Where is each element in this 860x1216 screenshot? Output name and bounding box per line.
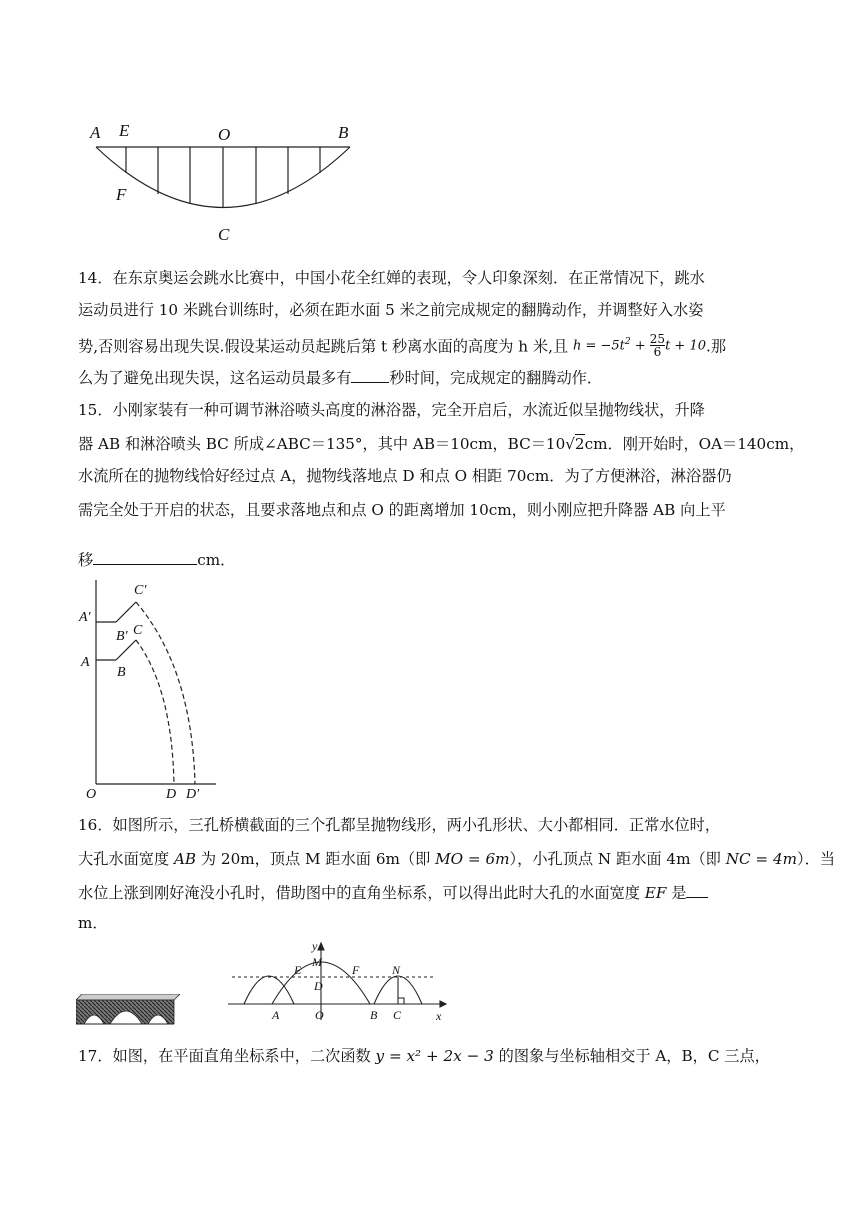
label-B: B <box>117 665 126 680</box>
q14-formula: $h = -5t^2$ + $\frac{25}{6}$ t + 10 <box>572 332 706 360</box>
q14-line-3-text: 势,否则容易出现失误.假设某运动员起跳后第 t 秒离水面的高度为 h 米,且 <box>78 337 569 356</box>
q16-line-4: m． <box>78 914 108 932</box>
q14-line-2: 运动员进行 10 米跳台训练时，必须在距水面 5 米之前完成规定的翻腾动作，并调整好入水姿 <box>78 301 704 319</box>
q15-line-4: 需完全处于开启的状态，且要求落地点和点 O 的距离增加 10cm，则小刚应把升降器 AB 向上平 <box>78 501 726 519</box>
label-N: N <box>392 963 401 977</box>
label-E: E <box>119 121 130 140</box>
label-D-prime: D′ <box>186 787 200 802</box>
q14-line-4: 么为了避免出现失误，这名运动员最多有 秒时间，完成规定的翻腾动作． <box>78 369 602 387</box>
label-B-prime: B′ <box>116 629 128 644</box>
three-arch-bridge-picture <box>76 994 180 1026</box>
label-F: F <box>116 185 127 204</box>
label-D: D <box>166 787 177 802</box>
label-F: F <box>352 963 360 977</box>
q17-function: y = x² + 2x − 3 <box>375 1047 494 1065</box>
q16-line-2: 大孔水面宽度 AB 为 20m，顶点 M 距水面 6m（即 MO = 6m），小孔顶点 N 距水面 4m（即 NC = 4m）．当 <box>78 850 836 868</box>
label-A: A <box>272 1008 280 1022</box>
label-C: C <box>393 1008 402 1022</box>
label-A-prime: A′ <box>79 610 91 625</box>
three-arch-coordinate-figure <box>224 940 454 1024</box>
label-D: D <box>314 979 323 993</box>
label-M: M <box>312 955 322 969</box>
answer-blank[interactable] <box>351 368 389 383</box>
label-A: A <box>90 123 101 142</box>
q15-line-2: 器 AB 和淋浴喷头 BC 所成∠ABC＝135°，其中 AB＝10cm，BC＝10√2cm．刚开始时，OA＝140cm， <box>78 435 805 453</box>
q16-line-3: 水位上涨到刚好淹没小孔时，借助图中的直角坐标系，可以得出此时大孔的水面宽度 EF 是 <box>78 883 788 903</box>
label-C-prime: C′ <box>134 583 147 598</box>
label-C: C <box>133 623 143 638</box>
answer-blank[interactable] <box>93 550 197 565</box>
q16-line-1: 16．如图所示，三孔桥横截面的三个孔都呈抛物线形，两小孔形状、大小都相同．正常水位时， <box>78 816 721 834</box>
shower-figure <box>78 578 218 802</box>
label-O: O <box>218 125 231 144</box>
label-B: B <box>338 123 349 142</box>
label-E: E <box>294 963 302 977</box>
label-B: B <box>370 1008 378 1022</box>
q14-line-3: 势,否则容易出现失误.假设某运动员起跳后第 t 秒离水面的高度为 h 米,且 $h = -5t^2$ + $\frac{25}{6}$ t + 10.那 <box>78 332 727 360</box>
label-C: C <box>218 225 230 244</box>
bridge-arch-figure <box>86 118 366 248</box>
label-x: x <box>436 1009 442 1023</box>
q15-line-5: 移 cm． <box>78 551 236 569</box>
label-O: O <box>86 787 97 802</box>
q15-line-1: 15．小刚家装有一种可调节淋浴喷头高度的淋浴器，完全开启后，水流近似呈抛物线状，升降 <box>78 401 705 419</box>
label-y: y <box>312 940 318 953</box>
q14-line-1: 14．在东京奥运会跳水比赛中，中国小花全红婵的表现，令人印象深刻．在正常情况下，跳水 <box>78 269 705 287</box>
label-A: A <box>81 655 90 670</box>
q17-line-1: 17．如图，在平面直角坐标系中，二次函数 y = x² + 2x − 3 的图象与坐标轴相交于 A，B，C 三点， <box>78 1047 770 1065</box>
bc-value: 10√2 <box>545 435 585 453</box>
q15-line-3: 水流所在的抛物线恰好经过点 A，抛物线落地点 D 和点 O 相距 70cm．为了方便淋浴，淋浴器仍 <box>78 467 732 485</box>
answer-blank[interactable] <box>686 883 708 898</box>
label-O: O <box>315 1008 324 1022</box>
